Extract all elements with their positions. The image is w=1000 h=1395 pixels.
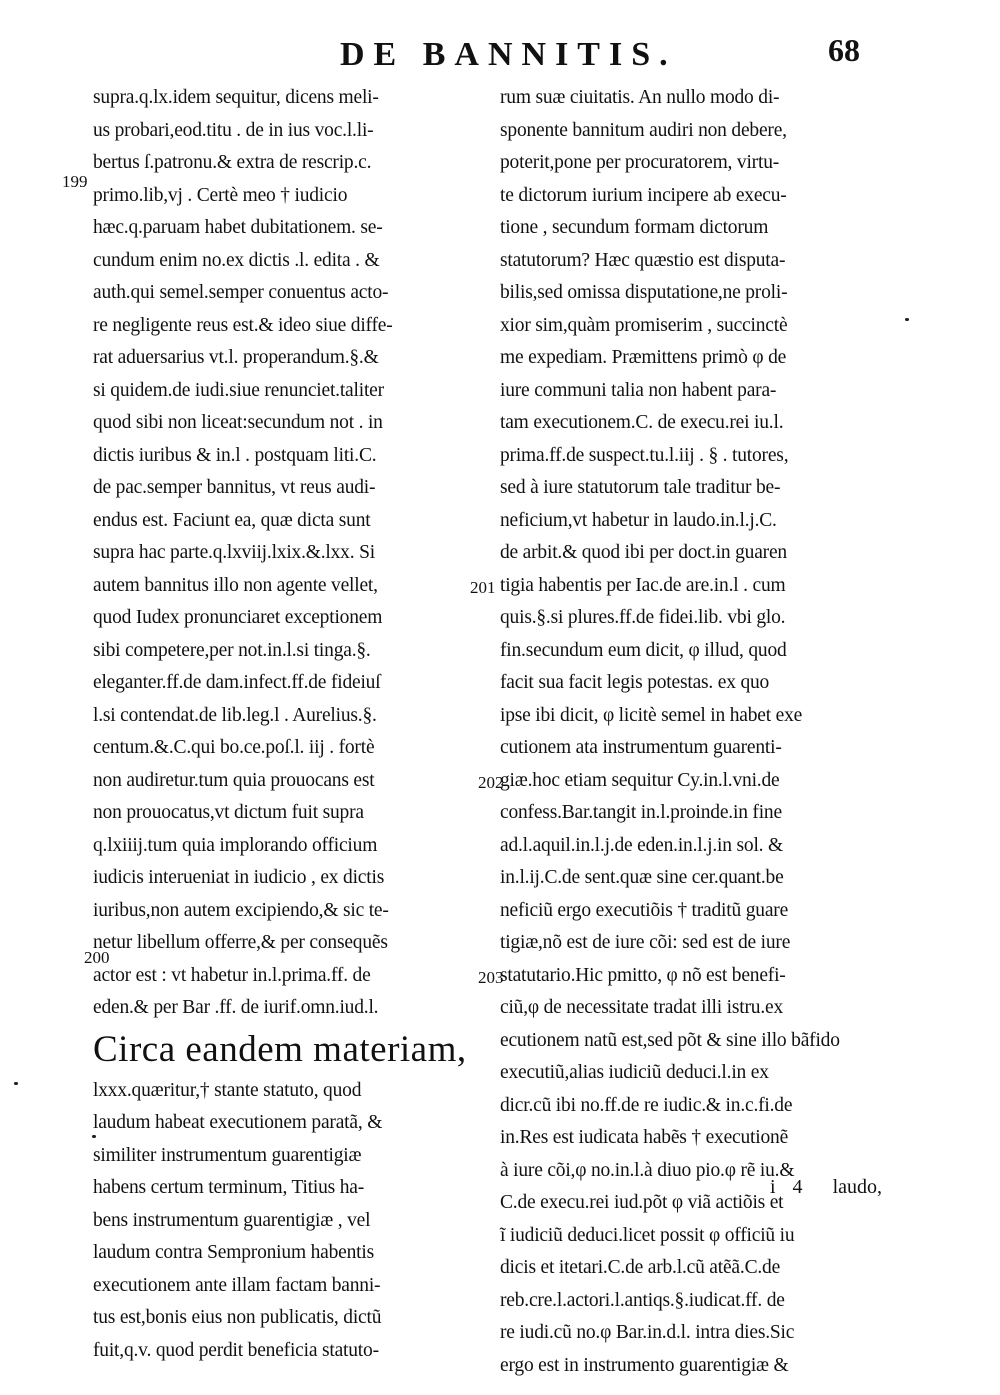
text-line: de arbit.& quod ibi per doct.in guaren <box>500 542 787 563</box>
text-line: quod Iudex pronunciaret exceptionem <box>93 607 383 628</box>
text-line: laudum contra Sempronium habentis <box>93 1242 374 1263</box>
text-line: eleganter.ff.de dam.infect.ff.de fideiuſ <box>93 672 381 693</box>
text-line: bertus ſ.patronu.& extra de rescrip.c. <box>93 152 372 173</box>
text-line: bens instrumentum guarentigiæ , vel <box>93 1209 371 1231</box>
text-line: te dictorum iurium incipere ab execu- <box>500 184 787 206</box>
text-line: re iudi.cũ no.φ Bar.in.d.l. intra dies.Sic <box>500 1322 795 1343</box>
text-line: tigiæ,nõ est de iure cõi: sed est de iure <box>500 932 791 953</box>
text-line: netur libellum offerre,& per consequẽs <box>93 932 388 953</box>
text-line: iure communi talia non habent para- <box>500 379 777 401</box>
text-line: statutario.Hic pmitto, φ nõ est benefi- <box>500 964 786 986</box>
text-line: habens certum terminum, Titius ha- <box>93 1177 365 1198</box>
catchword <box>770 1176 882 1199</box>
text-line: me expediam. Præmittens primò φ de <box>500 347 787 368</box>
text-line: hæc.q.paruam habet dubitationem. se- <box>93 217 383 238</box>
text-line: de pac.semper bannitus, vt reus audi- <box>93 477 376 498</box>
text-line: auth.qui semel.semper conuentus acto- <box>93 282 389 303</box>
text-line: eden.& per Bar .ff. de iurif.omn.iud.l. <box>93 997 379 1018</box>
text-line: statutorum? Hæc quæstio est disputa- <box>500 249 786 271</box>
marginal-number: 199 <box>62 172 88 191</box>
text-line: non audiretur.tum quia prouocans est <box>93 769 375 791</box>
text-line: iuribus,non autem excipiendo,& sic te- <box>93 899 389 921</box>
text-line: endus est. Faciunt ea, quæ dicta sunt <box>93 509 371 531</box>
text-line: dictis iuribus & in.l . postquam liti.C. <box>93 444 377 466</box>
text-line: giæ.hoc etiam sequitur Cy.in.l.vni.de <box>500 769 780 791</box>
text-line: ĩ iudiciũ deduci.licet possit φ officiũ iu <box>500 1224 795 1246</box>
text-line: quod sibi non liceat:secundum not . in <box>93 412 383 433</box>
text-line: tam executionem.C. de execu.rei iu.l. <box>500 412 784 433</box>
text-line: reb.cre.l.actori.l.antiqs.§.iudicat.ff. de <box>500 1289 785 1311</box>
text-line: q.lxiiij.tum quia implorando officium <box>93 834 378 856</box>
text-line: laudum habeat executionem paratã, & <box>93 1112 383 1133</box>
text-line: executiũ,alias iudiciũ deduci.l.in ex <box>500 1062 769 1083</box>
running-title: DE BANNITIS. <box>340 36 677 73</box>
text-line: fuit,q.v. quod perdit beneficia statuto- <box>93 1339 379 1361</box>
left-column <box>93 82 493 1367</box>
text-line: similiter instrumentum guarentigiæ <box>93 1144 362 1166</box>
text-line: tigia habentis per Iac.de are.in.l . cum <box>500 574 786 596</box>
text-line: ecutionem natũ est,sed põt & sine illo bãfido <box>500 1029 840 1051</box>
text-line: poterit,pone per procuratorem, virtu- <box>500 152 780 173</box>
text-line: bilis,sed omissa disputatione,ne proli- <box>500 282 788 303</box>
text-line: in.Res est iudicata habẽs † executionẽ <box>500 1127 789 1148</box>
text-line: ciũ,φ de necessitate tradat illi istru.ex <box>500 997 783 1018</box>
text-line: actor est : vt habetur in.l.prima.ff. de <box>93 964 371 986</box>
catchword-text: laudo, <box>832 1176 882 1198</box>
text-line: neficium,vt habetur in laudo.in.l.j.C. <box>500 509 777 531</box>
ink-speck <box>905 318 909 321</box>
text-line: supra.q.lx.idem sequitur, dicens meli- <box>93 87 379 108</box>
text-line: ergo est in instrumento guarentigiæ & <box>500 1354 789 1376</box>
text-line: supra hac parte.q.lxviij.lxix.&.lxx. Si <box>93 542 375 563</box>
text-line: sponente bannitum audiri non debere, <box>500 119 787 141</box>
text-line: us probari,eod.titu . de in ius voc.l.li- <box>93 119 374 141</box>
text-line: xior sim,quàm promiserim , succinctè <box>500 314 788 336</box>
text-line: l.si contendat.de lib.leg.l . Aurelius.§. <box>93 704 377 726</box>
text-line: ipse ibi dicit, φ licitè semel in habet exe <box>500 704 803 726</box>
text-line: rat aduersarius vt.l. properandum.§.& <box>93 347 379 368</box>
text-line: in.l.ij.C.de sent.quæ sine cer.quant.be <box>500 867 784 888</box>
text-line: facit sua facit legis potestas. ex quo <box>500 672 770 693</box>
text-line: fin.secundum eum dicit, φ illud, quod <box>500 639 787 661</box>
text-line: C.de execu.rei iud.põt φ viã actiõis et <box>500 1192 784 1213</box>
text-line: centum.&.C.qui bo.ce.poſ.l. iij . fortè <box>93 737 375 758</box>
marginal-number: 203 <box>478 968 504 987</box>
text-line: quis.§.si plures.ff.de fidei.lib. vbi glo. <box>500 607 786 628</box>
text-line: dicr.cũ ibi no.ff.de re iudic.& in.c.fi.de <box>500 1094 793 1116</box>
marginal-number: 201 <box>470 578 496 597</box>
folio-number: 68 <box>828 32 860 68</box>
text-line: dicis et itetari.C.de arb.l.cũ atẽã.C.de <box>500 1257 781 1278</box>
text-line: executionem ante illam factam banni- <box>93 1274 381 1296</box>
text-line: tus est,bonis eius non publicatis, dictũ <box>93 1307 382 1328</box>
text-line: prima.ff.de suspect.tu.l.iij . § . tutores, <box>500 444 789 466</box>
text-line: si quidem.de iudi.siue renunciet.taliter <box>93 379 384 401</box>
text-line: sibi competere,per not.in.l.si tinga.§. <box>93 639 371 661</box>
section-heading: Circa eandem materiam, <box>93 1028 467 1070</box>
marginal-number: 202 <box>478 773 504 792</box>
ink-speck <box>14 1082 18 1085</box>
text-line: ad.l.aquil.in.l.j.de eden.in.l.j.in sol. & <box>500 834 783 856</box>
signature-mark: i 4 <box>770 1176 809 1198</box>
text-line: non prouocatus,vt dictum fuit supra <box>93 802 364 823</box>
text-line: rum suæ ciuitatis. An nullo modo di- <box>500 87 780 108</box>
text-line: autem bannitus illo non agente vellet, <box>93 574 378 596</box>
text-line: cundum enim no.ex dictis .l. edita . & <box>93 249 380 271</box>
text-line: sed à iure statutorum tale traditur be- <box>500 477 781 498</box>
text-line: cutionem ata instrumentum guarenti- <box>500 737 782 758</box>
text-line: neficiũ ergo executiõis † traditũ guare <box>500 899 789 921</box>
text-line: confess.Bar.tangit in.l.proinde.in fine <box>500 802 782 823</box>
text-line: lxxx.quæritur,† stante statuto, quod <box>93 1079 362 1101</box>
text-line: iudicis interueniat in iudicio , ex dictis <box>93 867 385 888</box>
text-line: tione , secundum formam dictorum <box>500 217 769 238</box>
ink-speck <box>92 1135 96 1138</box>
text-line: primo.lib,vj . Certè meo † iudicio <box>93 184 348 206</box>
text-line: à iure cõi,φ no.in.l.à diuo pio.φ rẽ iu.& <box>500 1159 795 1181</box>
marginal-number: 200 <box>84 948 110 967</box>
text-line: re negligente reus est.& ideo siue diffe- <box>93 314 393 336</box>
